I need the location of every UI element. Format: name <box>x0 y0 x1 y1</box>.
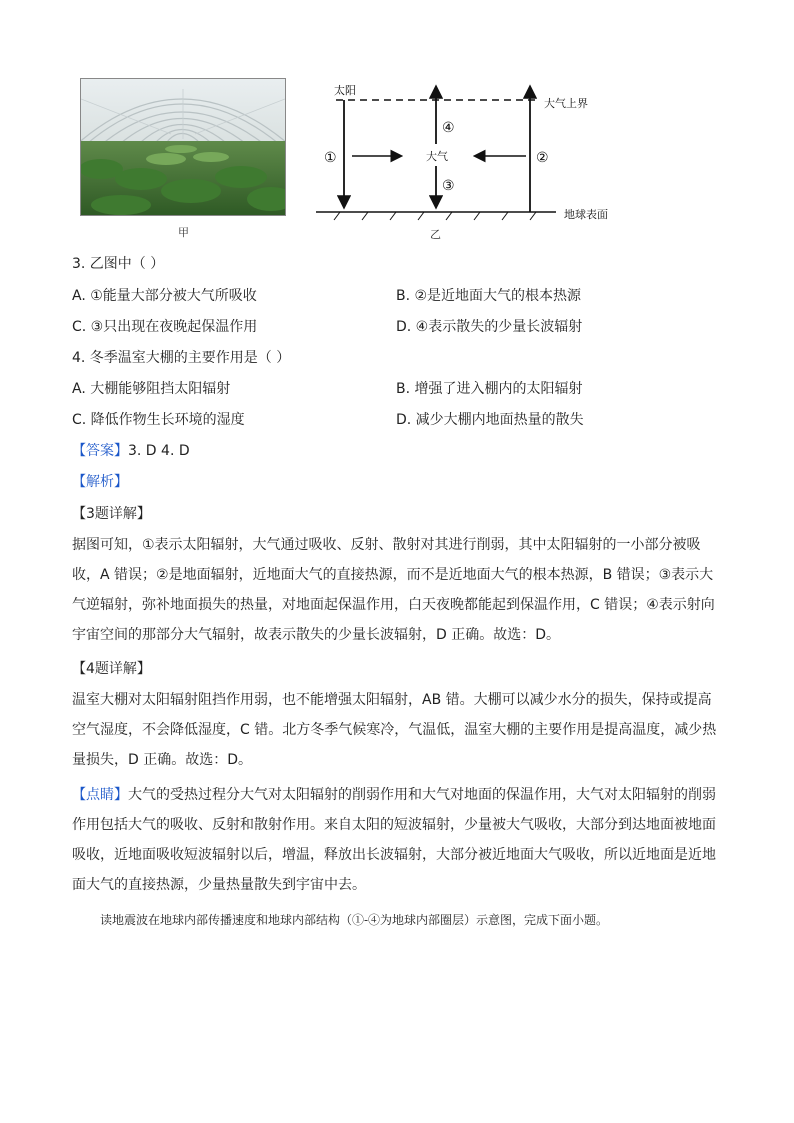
detail4-heading: 【4题详解】 <box>72 661 151 677</box>
comment-paragraph <box>72 780 722 900</box>
label-2: ② <box>536 150 549 166</box>
detail3-line: 宇宙空间的那部分大气辐射，故表示散失的少量长波辐射，D 正确。故选：D。 <box>72 627 561 643</box>
answer-line <box>72 441 190 461</box>
q4-option-c: C. 降低作物生长环境的湿度 <box>72 412 245 428</box>
detail3-heading: 【3题详解】 <box>72 506 151 522</box>
comment-tag: 【点睛】 <box>72 787 128 803</box>
label-4: ④ <box>442 120 455 136</box>
q4-option-d: D. 减少大棚内地面热量的散失 <box>396 412 584 428</box>
label-atmosphere-top: 大气上界 <box>544 97 588 110</box>
comment-line: 吸收，近地面吸收短波辐射以后，增温，释放出长波辐射，大部分被近地面大气吸收，所以近地面是近地 <box>72 847 716 863</box>
detail3-line: 据图可知，①表示太阳辐射，大气通过吸收、反射、散射对其进行削弱，其中太阳辐射的一小部分被吸 <box>72 537 701 553</box>
detail4-paragraph <box>72 685 722 775</box>
heat-diagram <box>300 78 620 242</box>
detail4-line: 温室大棚对太阳辐射阻挡作用弱，也不能增强太阳辐射，AB 错。大棚可以减少水分的损失，保持或提高 <box>72 692 712 708</box>
q4-option-a: A. 大棚能够阻挡太阳辐射 <box>72 381 231 397</box>
caption-jia: 甲 <box>178 226 189 239</box>
comment-line-first: 【点睛】大气的受热过程分大气对太阳辐射的削弱作用和大气对地面的保温作用，大气对太阳辐射的削弱 <box>72 787 716 803</box>
comment-line: 面大气的直接热源，少量热量散失到宇宙中去。 <box>72 877 366 893</box>
greenhouse-photo <box>80 78 286 216</box>
label-atmosphere: 大气 <box>426 150 448 163</box>
q3-option-b: B. ②是近地面大气的根本热源 <box>396 288 582 304</box>
q3-stem: 3. 乙图中（ ） <box>72 256 165 272</box>
label-3: ③ <box>442 178 455 194</box>
detail4-line: 空气湿度，不会降低湿度，C 错。北方冬季气候寒冷，气温低，温室大棚的主要作用是提高温度，减少热 <box>72 722 717 738</box>
greenhouse-illustration <box>81 79 285 215</box>
ground-hatch <box>334 212 536 220</box>
analysis-tag: 【解析】 <box>72 474 128 490</box>
q3-option-c: C. ③只出现在夜晚起保温作用 <box>72 319 258 335</box>
label-1: ① <box>324 150 337 166</box>
caption-yi: 乙 <box>430 228 441 241</box>
q3-option-a: A. ①能量大部分被大气所吸收 <box>72 288 257 304</box>
detail3-line: 收，A 错误；②是地面辐射，近地面大气的直接热源，而不是近地面大气的根本热源，B 错误；③表示大 <box>72 567 714 583</box>
comment-line: 作用包括大气的吸收、反射和散射作用。来自太阳的短波辐射，少量被大气吸收，大部分到达地面被地面 <box>72 817 716 833</box>
detail3-line: 气逆辐射，弥补地面损失的热量，对地面起保温作用，白天夜晚都能起到保温作用，C 错误；④表示射向 <box>72 597 715 613</box>
heat-diagram-svg <box>300 78 620 238</box>
label-ground-surface: 地球表面 <box>564 208 608 221</box>
answer-tag: 【答案】 <box>72 443 128 459</box>
q4-stem: 4. 冬季温室大棚的主要作用是（ ） <box>72 350 291 366</box>
next-section-intro: 读地震波在地球内部传播速度和地球内部结构（①-④为地球内部圈层）示意图，完成下面小题。 <box>100 913 609 927</box>
label-sun: 太阳 <box>334 84 356 97</box>
answer-text: 3. D 4. D <box>128 443 190 459</box>
q3-option-d: D. ④表示散失的少量长波辐射 <box>396 319 583 335</box>
detail3-paragraph <box>72 530 722 650</box>
detail4-line: 量损失，D 正确。故选：D。 <box>72 752 253 768</box>
q4-option-b: B. 增强了进入棚内的太阳辐射 <box>396 381 583 397</box>
